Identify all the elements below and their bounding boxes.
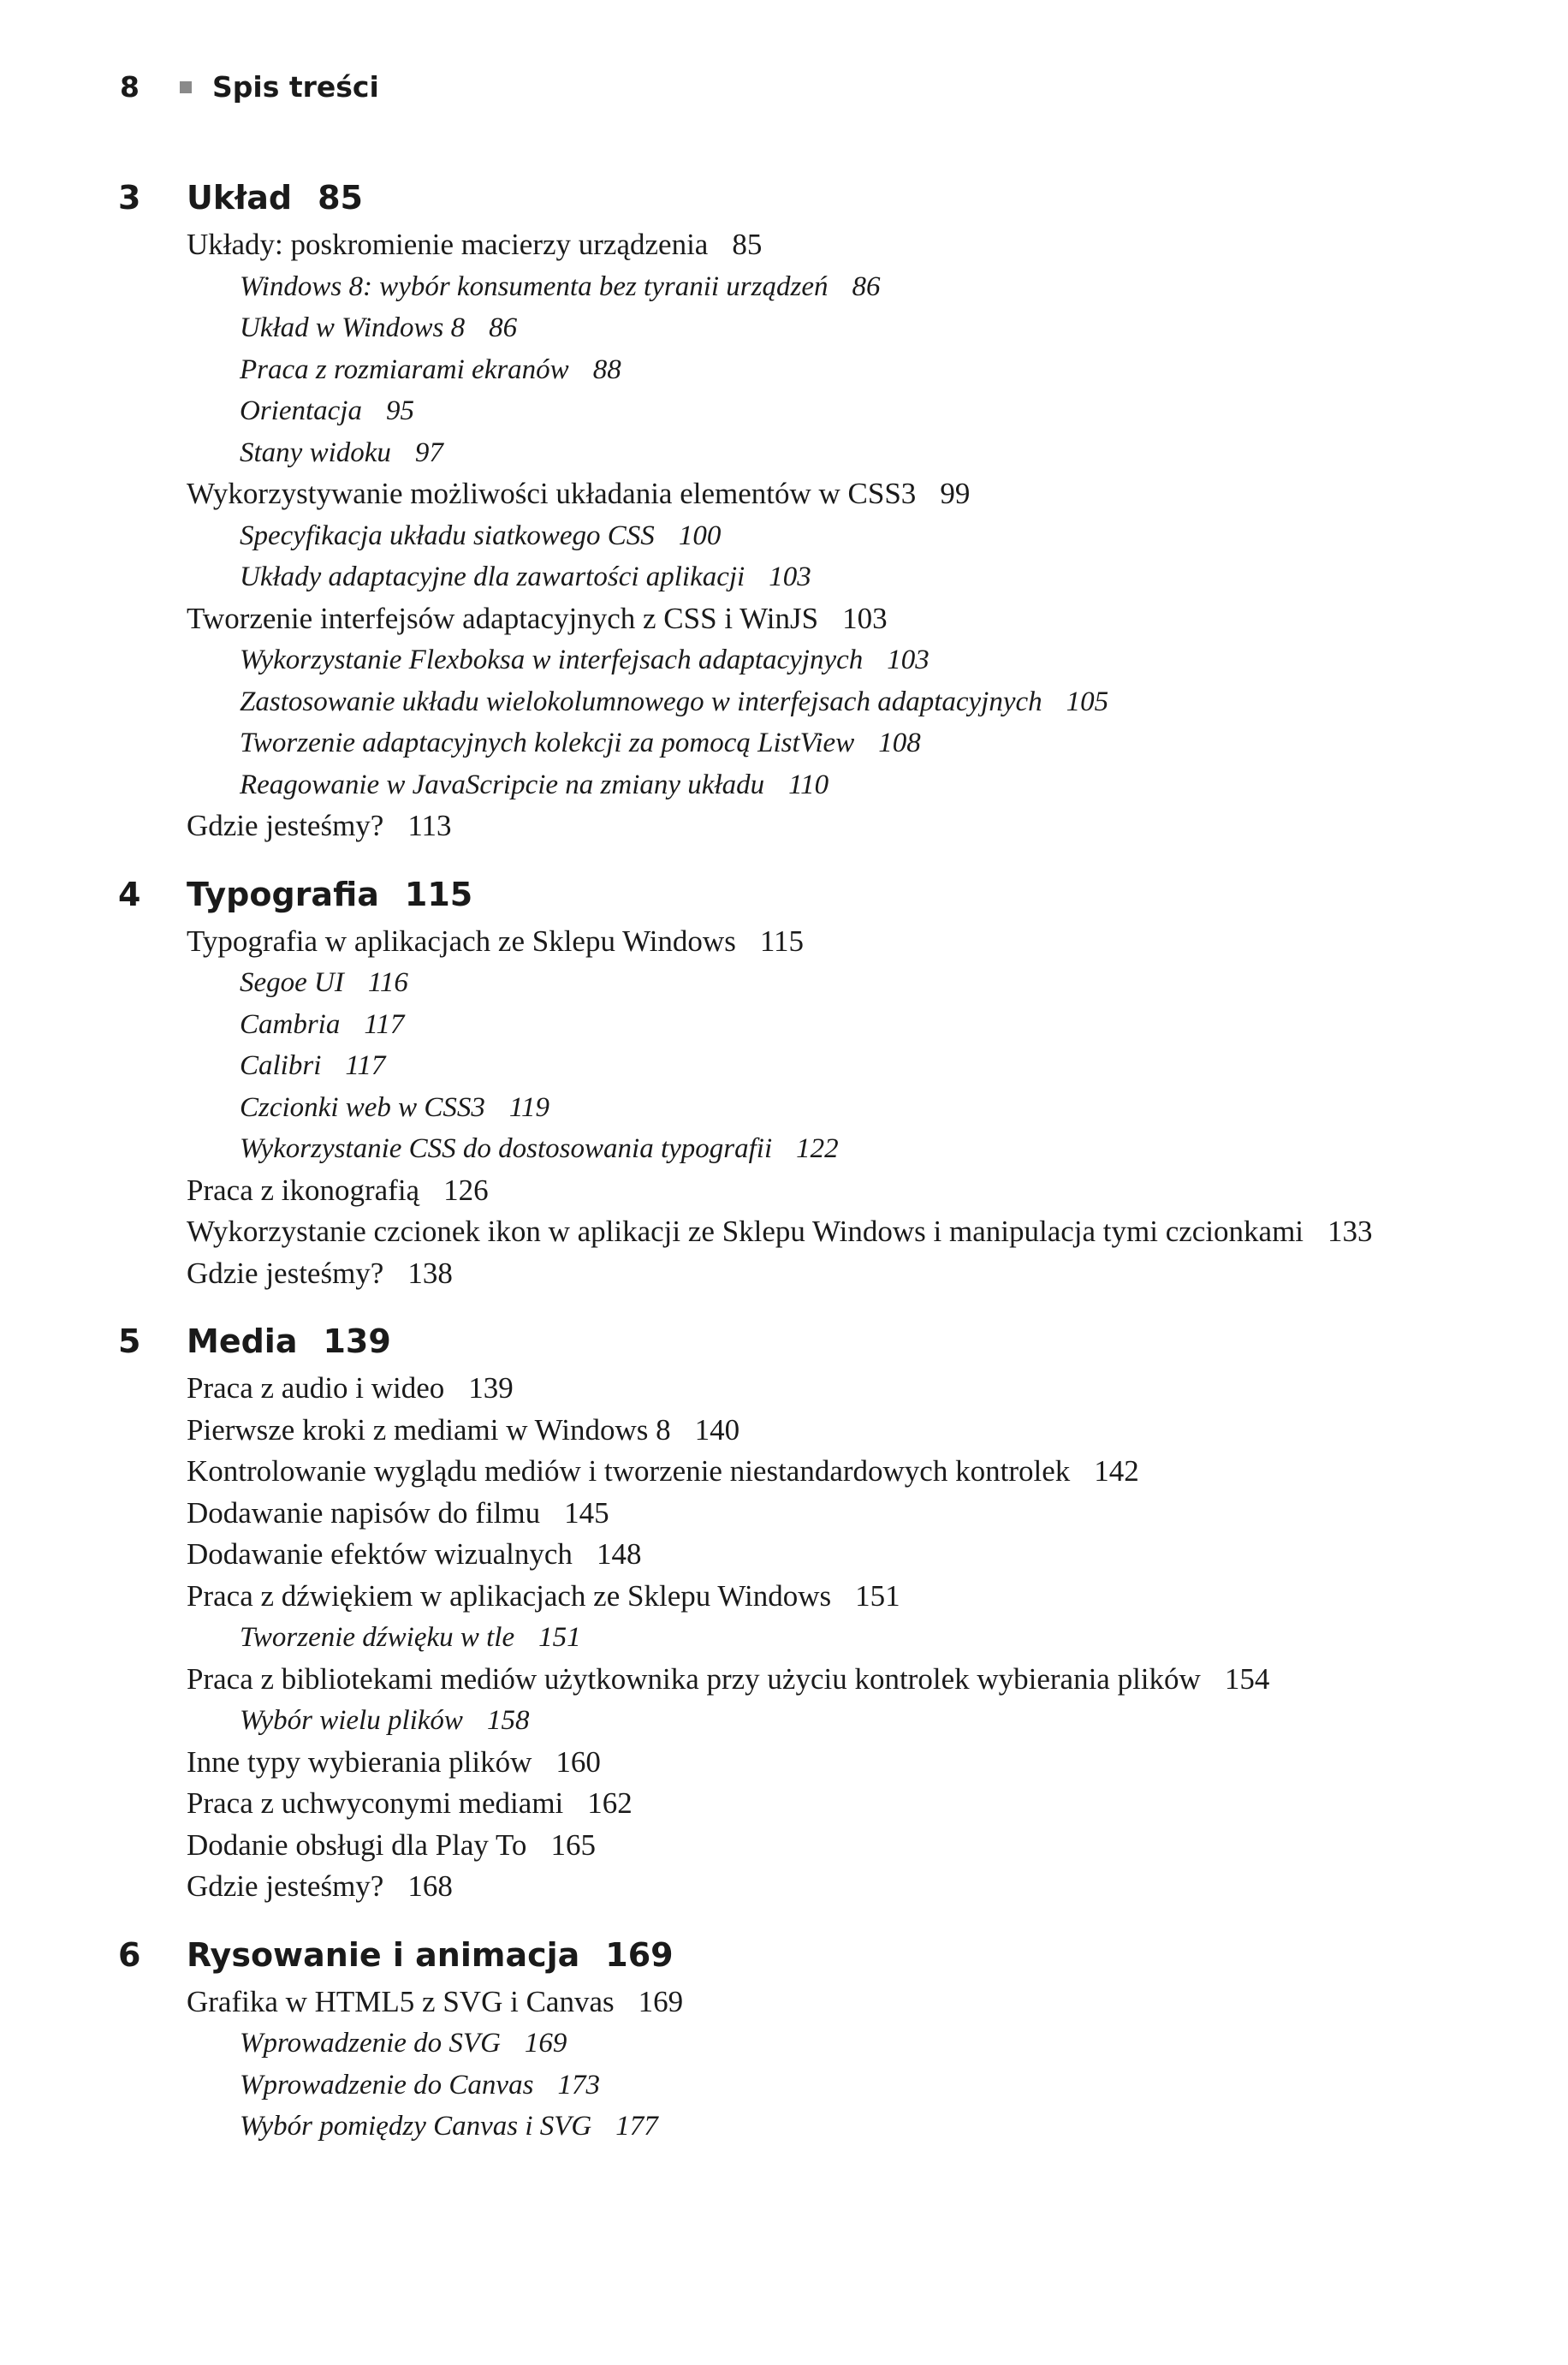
chapter-number: 6: [118, 1935, 141, 1974]
entry-text: Orientacja: [240, 395, 362, 426]
entry-page-number: 160: [555, 1744, 601, 1779]
entry-text: Dodawanie efektów wizualnych: [187, 1537, 573, 1571]
entry-text: Wprowadzenie do SVG: [240, 2028, 501, 2059]
entry-page-number: 138: [407, 1256, 453, 1290]
entry-text: Segoe UI: [240, 967, 344, 998]
toc-entry: [0, 598, 1568, 640]
entry-text: Stany widoku: [240, 437, 391, 468]
entry-page-number: 88: [592, 354, 621, 385]
entry-text: Praca z dźwiękiem w aplikacjach ze Sklepu Windows: [187, 1578, 832, 1613]
toc-subentry: [0, 2023, 1568, 2065]
toc-subentry: [0, 515, 1568, 557]
entry-text: Gdzie jesteśmy?: [187, 1256, 384, 1290]
entry-page-number: 117: [364, 1008, 405, 1040]
chapter-title-text: Typografia: [187, 875, 379, 913]
entry-page-number: 105: [1066, 686, 1109, 717]
chapter-heading: [0, 1928, 1568, 1982]
toc-subentry: [0, 1128, 1568, 1170]
entry-page-number: 162: [587, 1786, 633, 1820]
toc-entry: [0, 1576, 1568, 1618]
entry-page-number: 86: [489, 312, 518, 343]
entry-page-number: 119: [508, 1091, 549, 1123]
toc-entry: [0, 1451, 1568, 1493]
entry-page-number: 142: [1094, 1454, 1139, 1488]
entry-page-number: 133: [1327, 1215, 1373, 1248]
entry-text: Praca z audio i wideo: [187, 1371, 445, 1405]
toc-entry: [0, 921, 1568, 963]
toc-subentry: [0, 349, 1568, 391]
entry-text: Wykorzystywanie możliwości układania elementów w CSS3: [187, 477, 917, 510]
entry-page-number: 86: [852, 270, 881, 302]
entry-text: Układy: poskromienie macierzy urządzenia: [187, 228, 709, 261]
entry-text: Inne typy wybierania plików: [187, 1744, 532, 1779]
toc-subentry: [0, 432, 1568, 474]
entry-page-number: 113: [407, 809, 452, 842]
entry-page-number: 158: [486, 1705, 530, 1736]
entry-page-number: 103: [887, 645, 930, 675]
toc-entry: [0, 1982, 1568, 2023]
chapter-title: [187, 1928, 674, 1982]
page-number: 8: [120, 70, 140, 104]
toc-subentry: [0, 722, 1568, 764]
chapter-page-number: 139: [323, 1322, 391, 1360]
chapter-title-text: Układ: [187, 179, 293, 217]
entry-page-number: 173: [557, 2069, 600, 2101]
entry-page-number: 165: [550, 1827, 596, 1862]
entry-text: Tworzenie adaptacyjnych kolekcji za pomocą ListView: [240, 728, 855, 758]
chapter-page-number: 169: [605, 1935, 674, 1974]
toc-subentry: [0, 390, 1568, 432]
entry-page-number: 85: [732, 228, 763, 261]
entry-text: Reagowanie w JavaScripcie na zmiany układu: [240, 769, 765, 800]
toc-entry: [0, 1493, 1568, 1535]
entry-page-number: 168: [407, 1869, 453, 1903]
entry-page-number: 117: [345, 1050, 386, 1081]
entry-text: Praca z ikonografią: [187, 1173, 420, 1207]
chapter-page-number: 85: [318, 179, 363, 217]
entry-page-number: 154: [1224, 1661, 1270, 1696]
toc-entry: [0, 1825, 1568, 1867]
toc-subentry: [0, 266, 1568, 308]
entry-page-number: 115: [759, 924, 805, 958]
entry-page-number: 148: [596, 1537, 642, 1571]
entry-text: Tworzenie dźwięku w tle: [240, 1622, 515, 1653]
entry-page-number: 139: [468, 1371, 514, 1405]
toc-entry: [0, 1866, 1568, 1908]
entry-text: Czcionki web w CSS3: [240, 1091, 485, 1123]
entry-text: Grafika w HTML5 z SVG i Canvas: [187, 1984, 615, 2018]
toc-entry: [0, 1170, 1568, 1212]
toc-subentry: [0, 1617, 1568, 1659]
toc-entry: [0, 1742, 1568, 1784]
chapter-number: 5: [118, 1322, 141, 1360]
entry-text: Typografia w aplikacjach ze Sklepu Windows: [187, 924, 736, 958]
entry-text: Wybór pomiędzy Canvas i SVG: [240, 2111, 592, 2142]
toc-subentry: [0, 2065, 1568, 2107]
entry-page-number: 100: [678, 520, 722, 551]
chapter-number: 3: [118, 179, 141, 217]
entry-text: Układy adaptacyjne dla zawartości aplikacji: [240, 562, 745, 592]
toc-entry: [0, 1410, 1568, 1452]
entry-page-number: 126: [443, 1173, 489, 1207]
entry-text: Wprowadzenie do Canvas: [240, 2069, 534, 2101]
toc-entry: [0, 1659, 1568, 1701]
chapter-4: [0, 868, 1568, 1295]
entry-text: Zastosowanie układu wielokolumnowego w interfejsach adaptacyjnych: [240, 686, 1042, 717]
entry-text: Gdzie jesteśmy?: [187, 1869, 384, 1903]
entry-page-number: 95: [385, 395, 414, 426]
entry-page-number: 110: [788, 769, 829, 800]
chapter-title: [187, 868, 472, 921]
entry-page-number: 169: [638, 1984, 684, 2018]
entry-text: Dodanie obsługi dla Play To: [187, 1827, 527, 1862]
entry-page-number: 145: [564, 1495, 609, 1530]
entry-page-number: 103: [842, 601, 888, 635]
entry-page-number: 169: [524, 2028, 567, 2059]
entry-text: Cambria: [240, 1008, 341, 1040]
entry-page-number: 116: [367, 967, 408, 998]
chapter-page-number: 115: [404, 875, 473, 913]
chapter-title: [187, 1315, 391, 1368]
square-bullet-icon: [180, 81, 192, 93]
toc-subentry: [0, 556, 1568, 598]
entry-text: Praca z uchwyconymi mediami: [187, 1786, 564, 1820]
entry-text: Wykorzystanie CSS do dostosowania typografii: [240, 1133, 773, 1164]
chapter-number: 4: [118, 875, 141, 913]
entry-text: Gdzie jesteśmy?: [187, 809, 384, 842]
toc-subentry: [0, 307, 1568, 349]
toc-subentry: [0, 1045, 1568, 1087]
chapter-6: [0, 1928, 1568, 2148]
chapter-heading: [0, 171, 1568, 224]
toc-entry: [0, 1211, 1568, 1253]
toc-entry: [0, 1783, 1568, 1825]
chapter-heading: [0, 868, 1568, 921]
entry-page-number: 97: [414, 437, 443, 468]
toc-entry: [0, 1534, 1568, 1576]
entry-page-number: 122: [796, 1133, 839, 1164]
entry-text: Pierwsze kroki z mediami w Windows 8: [187, 1412, 671, 1447]
entry-page-number: 99: [940, 477, 971, 510]
toc-entry: [0, 1368, 1568, 1410]
toc-subentry: [0, 764, 1568, 806]
table-of-contents: [0, 171, 1568, 2148]
entry-text: Dodawanie napisów do filmu: [187, 1495, 541, 1530]
page-header: [120, 70, 379, 104]
entry-page-number: 140: [694, 1412, 740, 1447]
entry-text: Wykorzystanie Flexboksa w interfejsach adaptacyjnych: [240, 645, 864, 675]
toc-subentry: [0, 962, 1568, 1004]
entry-text: Windows 8: wybór konsumenta bez tyranii urządzeń: [240, 270, 829, 302]
chapter-title: [187, 171, 363, 224]
toc-entry: [0, 224, 1568, 266]
entry-page-number: 108: [878, 728, 921, 758]
toc-subentry: [0, 639, 1568, 681]
entry-text: Praca z bibliotekami mediów użytkownika przy użyciu kontrolek wybierania plików: [187, 1661, 1201, 1696]
toc-subentry: [0, 681, 1568, 723]
toc-subentry: [0, 1087, 1568, 1129]
entry-text: Specyfikacja układu siatkowego CSS: [240, 520, 655, 551]
entry-page-number: 151: [855, 1578, 900, 1613]
entry-text: Wybór wielu plików: [240, 1705, 463, 1736]
entry-page-number: 177: [615, 2111, 658, 2142]
entry-text: Układ w Windows 8: [240, 312, 466, 343]
entry-page-number: 103: [769, 562, 811, 592]
chapter-heading: [0, 1315, 1568, 1368]
entry-text: Tworzenie interfejsów adaptacyjnych z CSS i WinJS: [187, 601, 819, 635]
toc-subentry: [0, 2106, 1568, 2148]
toc-subentry: [0, 1700, 1568, 1742]
chapter-title-text: Media: [187, 1322, 298, 1360]
toc-entry: [0, 805, 1568, 847]
toc-entry: [0, 473, 1568, 515]
entry-text: Kontrolowanie wyglądu mediów i tworzenie niestandardowych kontrolek: [187, 1454, 1071, 1488]
chapter-3: [0, 171, 1568, 847]
entry-text: Wykorzystanie czcionek ikon w aplikacji ze Sklepu Windows i manipulacja tymi czcionkami: [187, 1215, 1304, 1248]
entry-page-number: 151: [538, 1622, 581, 1653]
entry-text: Calibri: [240, 1050, 322, 1081]
chapter-title-text: Rysowanie i animacja: [187, 1935, 580, 1974]
page-title: Spis treści: [212, 70, 379, 104]
chapter-5: [0, 1315, 1568, 1908]
entry-text: Praca z rozmiarami ekranów: [240, 354, 569, 385]
toc-subentry: [0, 1004, 1568, 1046]
toc-entry: [0, 1253, 1568, 1295]
